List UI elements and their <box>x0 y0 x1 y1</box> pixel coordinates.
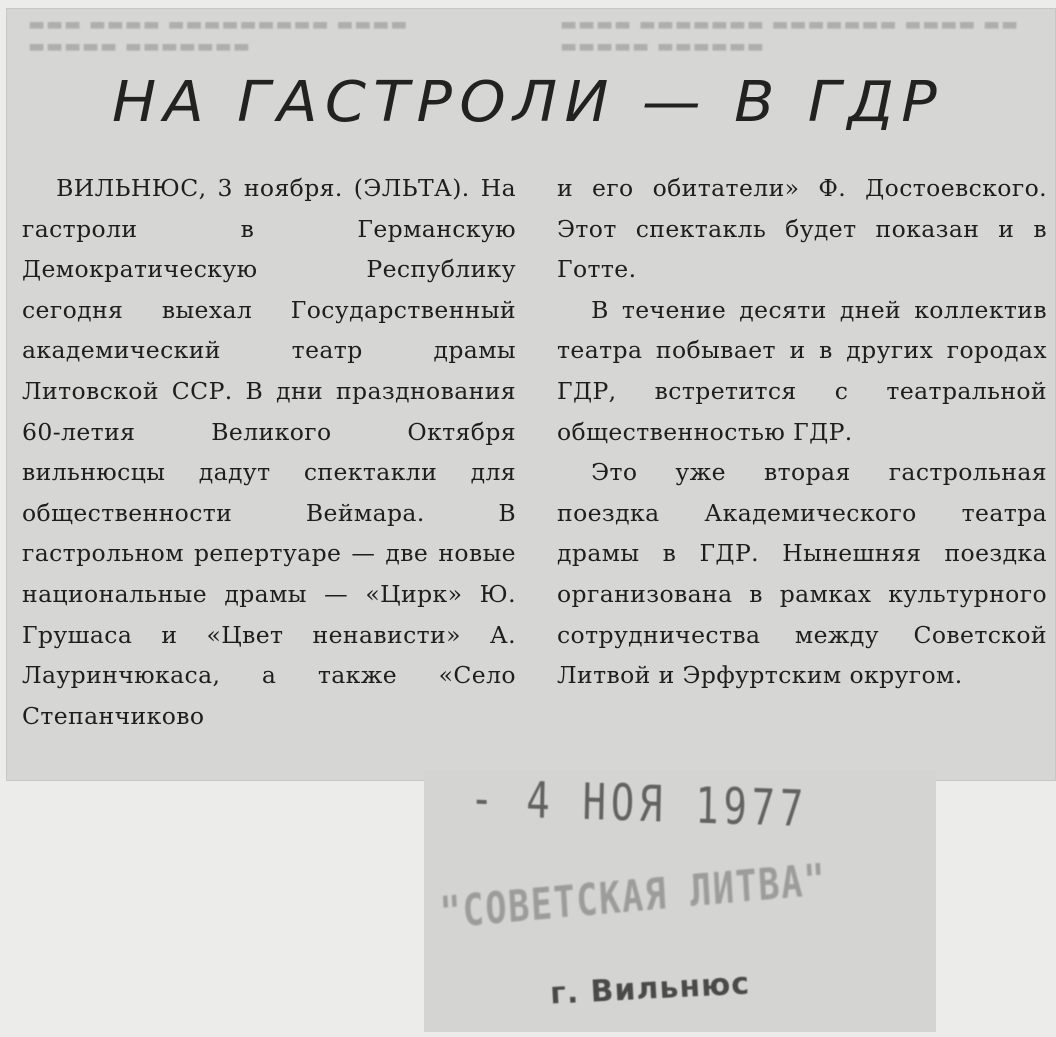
bleed-through-text: ▬▬▬▬ ▬▬▬▬▬▬▬ ▬▬▬▬▬▬▬ ▬▬▬▬ ▬▬ ▬▬▬▬▬ ▬▬▬▬▬▬ <box>560 14 1020 57</box>
bleed-through-text: ▬▬▬ ▬▬▬▬ ▬▬▬▬▬▬▬▬▬ ▬▬▬▬ ▬▬▬▬▬ ▬▬▬▬▬▬▬ <box>28 14 409 57</box>
city-stamp: г. Вильнюс <box>549 966 751 1012</box>
article-column-left <box>22 168 516 736</box>
article-column-right <box>557 168 1047 696</box>
date-stamp: - 4 НОЯ 1977 <box>469 769 809 839</box>
article-headline: НА ГАСТРОЛИ — В ГДР <box>111 70 945 135</box>
paragraph: и его обитатели» Ф. Достоевского. Этот спектакль будет показан и в Готте. <box>557 174 1047 284</box>
paragraph: В течение десяти дней коллектив театра побывает и в других городах ГДР, встретится с театральной общественностью ГДР. <box>557 295 1047 446</box>
paragraph: Это уже вторая гастрольная поездка Академического театра драмы в ГДР. Нынешняя поездка организована в рамках культурного сотрудничества между Советской Литвой и Эрфуртским округом. <box>557 458 1047 690</box>
paragraph: ВИЛЬНЮС, 3 ноября. (ЭЛЬТА). На гастроли в Германскую Демократическую Республику сегодня выехал Государственный академический театр драмы Литовской ССР. В дни празднования 60-летия Великого Октября вильнюсцы дадут спектакли для общественности Веймара. В гастрольном репертуаре — две новые национальные драмы — «Цирк» Ю. Грушаса и «Цвет ненависти» А. Лауринчюкаса, а также «Село Степанчиково <box>22 174 516 730</box>
source-stamp: "СОВЕТСКАЯ ЛИТВА" <box>438 854 828 939</box>
